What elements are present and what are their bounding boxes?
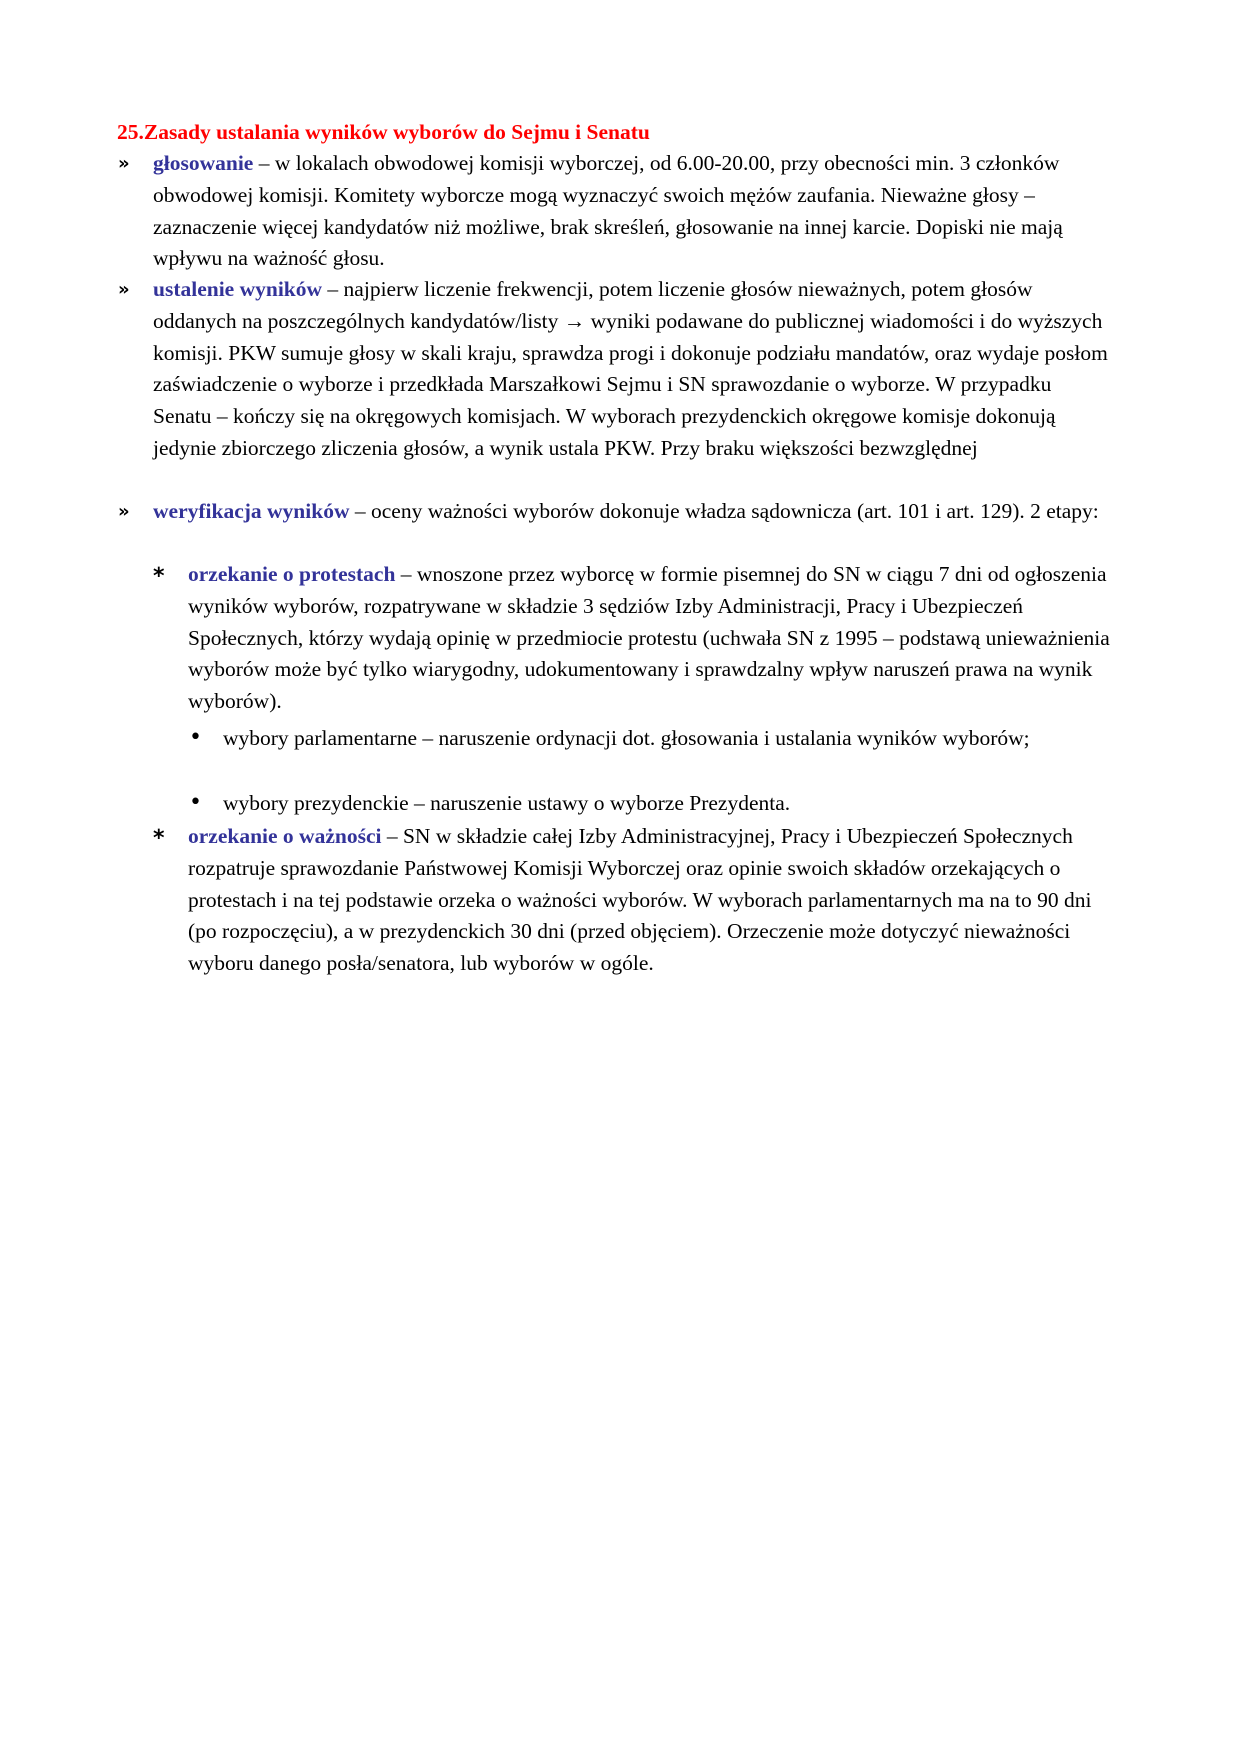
bullet-icon: • — [189, 790, 202, 815]
sublist-item-orzekanie-o-protestach — [153, 559, 1113, 718]
item-text-glosowanie: – w lokalach obwodowej komisji wyborczej, od 6.00-20.00, przy obecności min. 3 członków obwodowej komisji. Komitety wyborcze mogą wyznaczyć swoich mężów zaufania. Nieważne głosy – zaznaczenie więcej kandydatów niż możliwe, brak skreśleń, głosowanie na innej karcie. Dopiski nie mają wpływu na ważność głosu. — [153, 151, 1063, 271]
subitem-text-orzekanie-o-protestach: – wnoszone przez wyborcę w formie pisemnej do SN w ciągu 7 dni od ogłoszenia wyników wyborów, rozpatrywane w składzie 3 sędziów Izby Administracji, Pracy i Ubezpieczeń Społecznych, którzy wydają opinię w przedmiocie protestu (uchwała SN z 1995 – podstawą unieważnienia wyborów może być tylko wiarygodny, udokumentowany i sprawdzalny wpływ naruszeń prawa na wynik wyborów). — [188, 562, 1110, 714]
term-glosowanie: głosowanie — [153, 151, 254, 175]
bullet-text-wybory-parlamentarne: wybory parlamentarne – naruszenie ordynacji dot. głosowania i ustalania wyników wyborów; — [223, 726, 1030, 750]
list-item-ustalenie-wynikow — [118, 274, 1113, 465]
section-heading: 25.Zasady ustalania wyników wyborów do Sejmu i Senatu — [117, 120, 650, 144]
term-orzekanie-o-protestach: orzekanie o protestach — [188, 562, 396, 586]
term-weryfikacja-wynikow: weryfikacja wyników — [153, 499, 350, 523]
item-text-weryfikacja-wynikow: – oceny ważności wyborów dokonuje władza sądownicza (art. 101 i art. 129). 2 etapy: — [349, 499, 1099, 523]
chevron-double-icon: » — [118, 153, 130, 174]
term-orzekanie-o-waznosci: orzekanie o ważności — [188, 824, 382, 848]
asterisk-icon: * — [153, 826, 165, 851]
bullet-text-wybory-prezydenckie: wybory prezydenckie – naruszenie ustawy o wyborze Prezydenta. — [223, 791, 791, 815]
chevron-double-icon: » — [118, 501, 130, 522]
bullet-icon: • — [189, 725, 202, 750]
subitem-text-orzekanie-o-waznosci: – SN w składzie całej Izby Administracyjnej, Pracy i Ubezpieczeń Społecznych rozpatruje sprawozdanie Państwowej Komisji Wyborczej oraz opinie swoich składów orzekających o protestach i na tej podstawie orzeka o ważności wyborów. W wyborach parlamentarnych ma na to 90 dni (po rozpoczęciu), a w prezydenckich 30 dni (przed objęciem). Orzeczenie może dotyczyć nieważności wyboru danego posła/senatora, lub wyborów w ogóle. — [188, 824, 1092, 976]
item-text-ustalenie-wynikow: – najpierw liczenie frekwencji, potem liczenie głosów nieważnych, potem głosów oddanych na poszczególnych kandydatów/listy → wyniki podawane do publicznej wiadomości i do wyższych komisji. PKW sumuje głosy w skali kraju, sprawdza progi i dokonuje podziału mandatów, oraz wydaje posłom zaświadczenie o wyborze i przedkłada Marszałkowi Sejmu i SN sprawozdanie o wyborze. W przypadku Senatu – kończy się na okręgowych komisjach. W wyborach prezydenckich okręgowe komisje dokonują jedynie zbiorczego zliczenia głosów, a wynik ustala PKW. Przy braku większości bezwzględnej — [153, 277, 1108, 460]
asterisk-icon: * — [153, 564, 165, 589]
sublist-item-orzekanie-o-waznosci — [153, 821, 1113, 980]
list-item-glosowanie — [118, 148, 1113, 275]
chevron-double-icon: » — [118, 279, 130, 300]
bullet-item-wybory-prezydenckie — [189, 788, 1113, 820]
list-item-weryfikacja-wynikow — [118, 496, 1113, 528]
bullet-item-wybory-parlamentarne — [189, 723, 1113, 755]
term-ustalenie-wynikow: ustalenie wyników — [153, 277, 323, 301]
